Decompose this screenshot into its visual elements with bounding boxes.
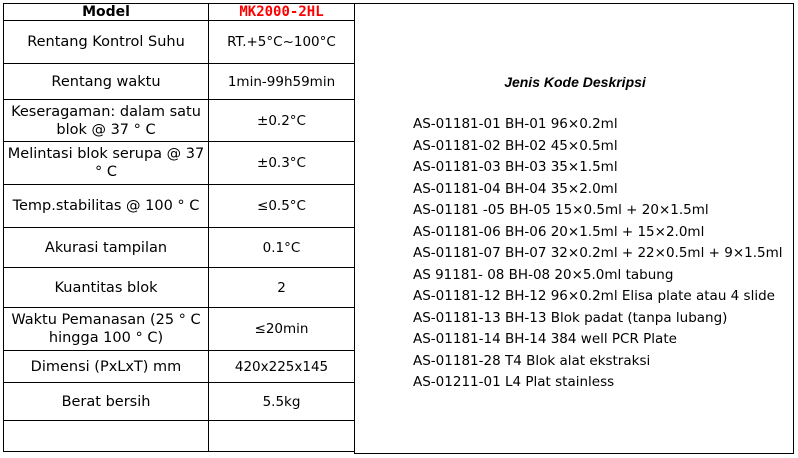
table-row bbox=[4, 351, 355, 383]
spec-value: 1min-99h59min bbox=[209, 64, 355, 100]
table-row bbox=[4, 308, 355, 351]
spec-label: Rentang Kontrol Suhu bbox=[4, 21, 209, 64]
table-row bbox=[4, 185, 355, 228]
spec-value: ≤20min bbox=[209, 308, 355, 351]
spec-label: Akurasi tampilan bbox=[4, 228, 209, 268]
spec-table bbox=[3, 3, 355, 452]
list-item: AS 91181- 08 BH-08 20×5.0ml tabung bbox=[413, 266, 674, 283]
list-item: AS-01181 -05 BH-05 15×0.5ml + 20×1.5ml bbox=[413, 202, 709, 218]
table-row bbox=[4, 100, 355, 142]
spec-label bbox=[4, 421, 209, 452]
codes-panel-title: Jenis Kode Deskripsi bbox=[504, 74, 646, 90]
spec-value bbox=[209, 421, 355, 452]
list-item: AS-01181-04 BH-04 35×2.0ml bbox=[413, 180, 618, 197]
spec-value: 0.1°C bbox=[209, 228, 355, 268]
spec-value: ±0.2°C bbox=[209, 100, 355, 142]
model-label: Model bbox=[4, 4, 209, 21]
spec-label: Melintasi blok serupa @ 37 ° C bbox=[4, 142, 209, 185]
spec-label: Kuantitas blok bbox=[4, 268, 209, 308]
spec-label: Waktu Pemanasan (25 ° C hingga 100 ° C) bbox=[4, 308, 209, 351]
list-item: AS-01181-03 BH-03 35×1.5ml bbox=[413, 159, 618, 175]
model-value: MK2000-2HL bbox=[209, 4, 355, 21]
table-row bbox=[4, 142, 355, 185]
spec-label: Keseragaman: dalam satu blok @ 37 ° C bbox=[4, 100, 209, 142]
table-row bbox=[4, 228, 355, 268]
table-row-empty bbox=[4, 421, 355, 452]
table-row bbox=[4, 64, 355, 100]
spec-header-row bbox=[4, 4, 355, 21]
table-row bbox=[4, 268, 355, 308]
code-list bbox=[413, 114, 783, 394]
spec-label: Dimensi (PxLxT) mm bbox=[4, 351, 209, 383]
list-item: AS-01181-14 BH-14 384 well PCR Plate bbox=[413, 331, 677, 347]
table-row bbox=[4, 21, 355, 64]
spec-value: ±0.3°C bbox=[209, 142, 355, 185]
spec-value: 5.5kg bbox=[209, 383, 355, 421]
spec-label: Rentang waktu bbox=[4, 64, 209, 100]
spec-value: 420x225x145 bbox=[209, 351, 355, 383]
spec-label: Temp.stabilitas @ 100 ° C bbox=[4, 185, 209, 228]
spec-value: 2 bbox=[209, 268, 355, 308]
list-item: AS-01181-01 BH-01 96×0.2ml bbox=[413, 116, 618, 132]
spec-label: Berat bersih bbox=[4, 383, 209, 421]
list-item: AS-01181-06 BH-06 20×1.5ml + 15×2.0ml bbox=[413, 223, 705, 240]
list-item: AS-01181-13 BH-13 Blok padat (tanpa lubang) bbox=[413, 309, 728, 326]
list-item: AS-01181-02 BH-02 45×0.5ml bbox=[413, 137, 618, 154]
table-row bbox=[4, 383, 355, 421]
spec-value: ≤0.5°C bbox=[209, 185, 355, 228]
codes-panel bbox=[354, 3, 794, 454]
spec-sheet bbox=[3, 3, 795, 455]
list-item: AS-01181-12 BH-12 96×0.2ml Elisa plate atau 4 slide bbox=[413, 288, 775, 304]
list-item: AS-01181-28 T4 Blok alat ekstraksi bbox=[413, 352, 651, 369]
list-item: AS-01181-07 BH-07 32×0.2ml + 22×0.5ml + 9×1.5ml bbox=[413, 245, 783, 261]
spec-value: RT.+5°C~100°C bbox=[209, 21, 355, 64]
list-item: AS-01211-01 L4 Plat stainless bbox=[413, 374, 615, 390]
